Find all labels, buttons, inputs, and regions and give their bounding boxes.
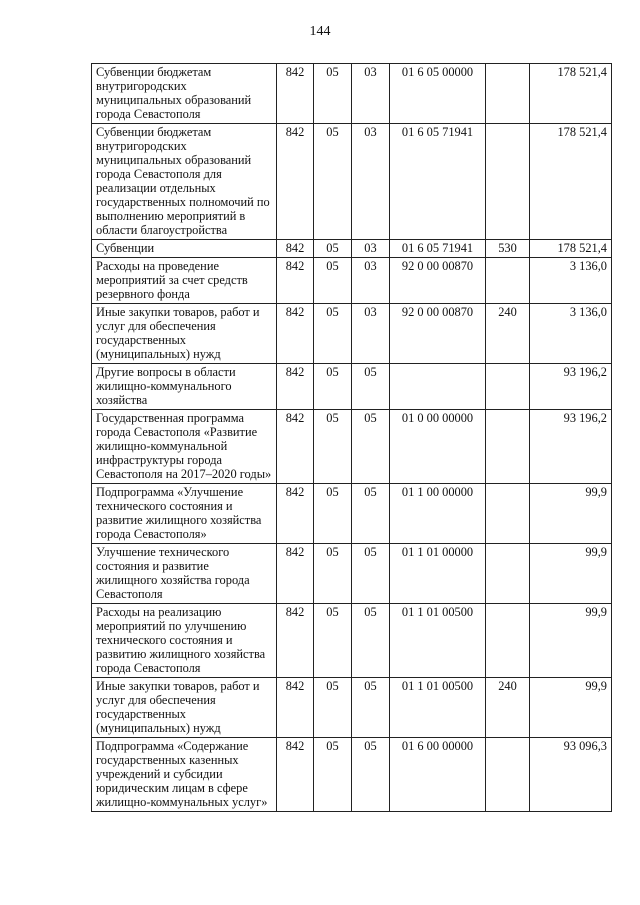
row-section-code: 05 [314, 544, 352, 604]
table-row [92, 410, 612, 484]
row-name: Подпрограмма «Содержание государственных казенных учреждений и субсидии юридическим лицам в сфере жилищно-коммунальных услуг» [92, 738, 277, 812]
row-department-code: 842 [277, 484, 314, 544]
row-name: Расходы на реализацию мероприятий по улучшению технического состояния и развитию жилищного хозяйства города Севастополя [92, 604, 277, 678]
row-department-code: 842 [277, 304, 314, 364]
row-section-code: 05 [314, 678, 352, 738]
row-expense-type-code: 240 [486, 678, 530, 738]
table-row [92, 544, 612, 604]
row-expense-type-code [486, 124, 530, 240]
row-amount: 3 136,0 [530, 258, 612, 304]
row-amount: 99,9 [530, 604, 612, 678]
row-amount: 99,9 [530, 484, 612, 544]
row-section-code: 05 [314, 364, 352, 410]
row-department-code: 842 [277, 124, 314, 240]
page-number: 144 [309, 24, 331, 39]
row-name: Субвенции бюджетам внутригородских муниципальных образований города Севастополя [92, 64, 277, 124]
row-expense-type-code: 240 [486, 304, 530, 364]
row-target-article-code: 01 1 00 00000 [390, 484, 486, 544]
table-row [92, 484, 612, 544]
row-target-article-code: 01 1 01 00000 [390, 544, 486, 604]
row-target-article-code: 01 6 05 71941 [390, 124, 486, 240]
table-row [92, 604, 612, 678]
row-expense-type-code [486, 738, 530, 812]
row-name: Иные закупки товаров, работ и услуг для обеспечения государственных (муниципальных) нужд [92, 678, 277, 738]
row-subsection-code: 05 [352, 544, 390, 604]
row-department-code: 842 [277, 410, 314, 484]
row-subsection-code: 05 [352, 738, 390, 812]
row-expense-type-code [486, 258, 530, 304]
row-section-code: 05 [314, 64, 352, 124]
row-section-code: 05 [314, 258, 352, 304]
row-subsection-code: 05 [352, 364, 390, 410]
row-expense-type-code [486, 604, 530, 678]
row-amount: 178 521,4 [530, 64, 612, 124]
row-target-article-code: 01 1 01 00500 [390, 604, 486, 678]
row-expense-type-code [486, 410, 530, 484]
row-subsection-code: 03 [352, 124, 390, 240]
row-subsection-code: 03 [352, 240, 390, 258]
row-target-article-code: 01 6 05 71941 [390, 240, 486, 258]
row-section-code: 05 [314, 604, 352, 678]
row-expense-type-code: 530 [486, 240, 530, 258]
row-subsection-code: 03 [352, 304, 390, 364]
row-expense-type-code [486, 64, 530, 124]
table-row [92, 678, 612, 738]
row-amount: 99,9 [530, 544, 612, 604]
row-name: Улучшение технического состояния и развитие жилищного хозяйства города Севастополя [92, 544, 277, 604]
row-amount: 99,9 [530, 678, 612, 738]
row-name: Подпрограмма «Улучшение технического состояния и развитие жилищного хозяйства города Севастополя» [92, 484, 277, 544]
table-row [92, 64, 612, 124]
row-expense-type-code [486, 544, 530, 604]
row-section-code: 05 [314, 304, 352, 364]
row-subsection-code: 05 [352, 410, 390, 484]
row-department-code: 842 [277, 678, 314, 738]
row-subsection-code: 05 [352, 484, 390, 544]
row-amount: 178 521,4 [530, 240, 612, 258]
table-row [92, 124, 612, 240]
table-row [92, 240, 612, 258]
row-subsection-code: 05 [352, 678, 390, 738]
row-section-code: 05 [314, 738, 352, 812]
row-amount: 3 136,0 [530, 304, 612, 364]
row-name: Государственная программа города Севастополя «Развитие жилищно-коммунальной инфраструктуры города Севастополя на 2017–2020 годы» [92, 410, 277, 484]
row-section-code: 05 [314, 484, 352, 544]
table-body [92, 64, 612, 812]
row-department-code: 842 [277, 364, 314, 410]
row-name: Субвенции [92, 240, 277, 258]
row-section-code: 05 [314, 410, 352, 484]
row-expense-type-code [486, 484, 530, 544]
table-row [92, 364, 612, 410]
row-name: Субвенции бюджетам внутригородских муниципальных образований города Севастополя для реализации отдельных государственных полномочий по выполнению мероприятий в области благоустройства [92, 124, 277, 240]
row-name: Расходы на проведение мероприятий за счет средств резервного фонда [92, 258, 277, 304]
row-target-article-code: 01 0 00 00000 [390, 410, 486, 484]
row-target-article-code: 01 1 01 00500 [390, 678, 486, 738]
budget-table [91, 63, 612, 812]
table-row [92, 738, 612, 812]
row-section-code: 05 [314, 124, 352, 240]
row-target-article-code: 92 0 00 00870 [390, 258, 486, 304]
row-amount: 93 196,2 [530, 364, 612, 410]
row-name: Другие вопросы в области жилищно-коммунального хозяйства [92, 364, 277, 410]
table-row [92, 258, 612, 304]
row-amount: 93 096,3 [530, 738, 612, 812]
row-section-code: 05 [314, 240, 352, 258]
row-name: Иные закупки товаров, работ и услуг для обеспечения государственных (муниципальных) нужд [92, 304, 277, 364]
row-department-code: 842 [277, 64, 314, 124]
row-department-code: 842 [277, 604, 314, 678]
row-target-article-code: 01 6 05 00000 [390, 64, 486, 124]
row-expense-type-code [486, 364, 530, 410]
row-department-code: 842 [277, 258, 314, 304]
row-amount: 178 521,4 [530, 124, 612, 240]
row-subsection-code: 03 [352, 64, 390, 124]
row-department-code: 842 [277, 738, 314, 812]
row-subsection-code: 03 [352, 258, 390, 304]
row-department-code: 842 [277, 544, 314, 604]
row-target-article-code: 01 6 00 00000 [390, 738, 486, 812]
row-target-article-code: 92 0 00 00870 [390, 304, 486, 364]
row-subsection-code: 05 [352, 604, 390, 678]
row-department-code: 842 [277, 240, 314, 258]
table-row [92, 304, 612, 364]
row-amount: 93 196,2 [530, 410, 612, 484]
row-target-article-code [390, 364, 486, 410]
